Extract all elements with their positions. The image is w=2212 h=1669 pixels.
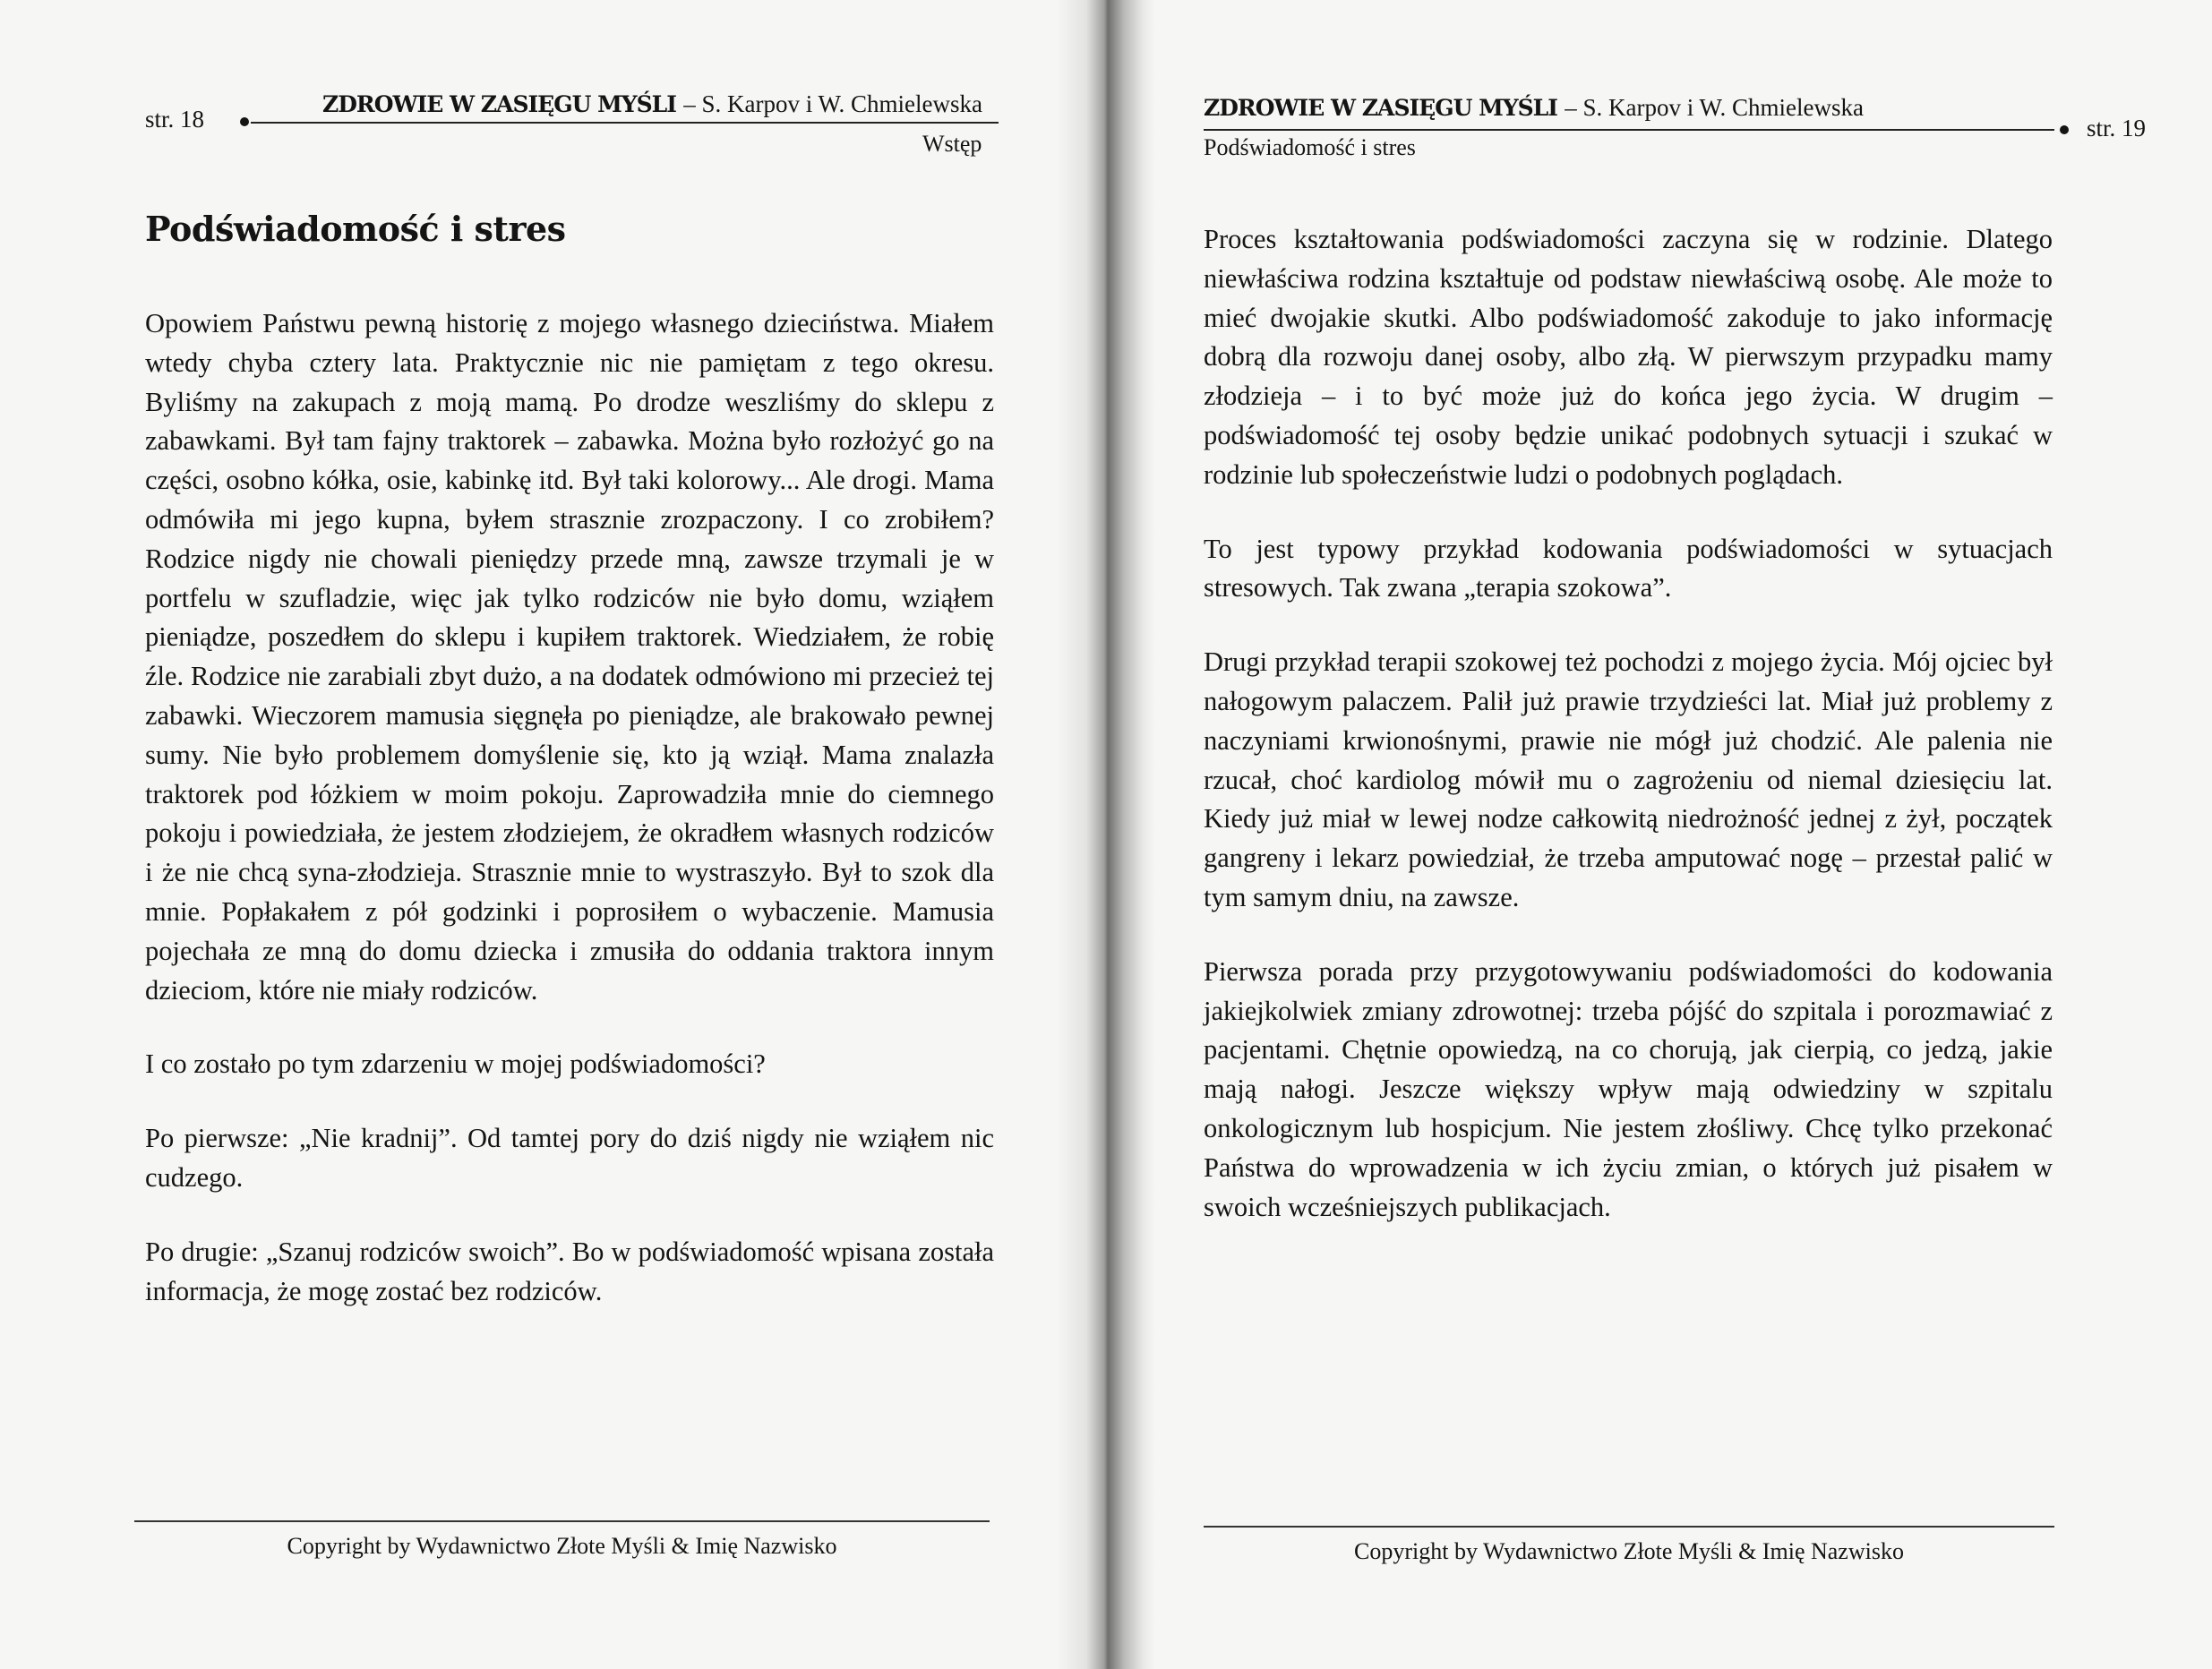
paragraph: Po drugie: „Szanuj rodziców swoich”. Bo w podświadomość wpisana została informacja, że mogę zostać bez rodziców. (145, 1236, 994, 1306)
header-rule (251, 122, 999, 124)
page-number: str. 19 (2087, 115, 2147, 141)
paragraph: Pierwsza porada przy przygotowywaniu podświadomości do kodowania jakiejkolwiek zmiany zdrowotnej: trzeba pójść do szpitala i porozmawiać z pacjentami. Chętnie opowiedzą, na co chorują, jak cierpią, co jedzą, jakie mają nałogi. Jeszcze większy wpływ mają odwiedziny w szpitalu onkologicznym lub hospicjum. Nie jestem złośliwy. Chcę tylko przekonać Państwa do wprowadzenia w ich życiu zmian, o których już pisałem w swoich wcześniejszych publikacjach. (1204, 955, 2053, 1222)
header-authors: – S. Karpov i W. Chmielewska (683, 90, 982, 117)
paragraph: Po pierwsze: „Nie kradnij”. Od tamtej pory do dziś nigdy nie wziąłem nic cudzego. (145, 1123, 994, 1193)
left-page (0, 0, 1093, 1669)
header-title: ZDROWIE W ZASIĘGU MYŚLI (322, 91, 676, 117)
page-number: str. 18 (145, 106, 205, 133)
header-rule (1204, 129, 2054, 131)
right-body-text (1204, 220, 2053, 1262)
section-label: Podświadomość i stres (1204, 134, 1416, 160)
footer-copyright: Copyright by Wydawnictwo Złote Myśli & Imię Nazwisko (287, 1533, 837, 1559)
header-authors: – S. Karpov i W. Chmielewska (1565, 94, 1864, 121)
paragraph: Proces kształtowania podświadomości zaczyna się w rodzinie. Dlatego niewłaściwa rodzina kształtuje od podstaw niewłaściwą osobę. Ale może to mieć dwojakie skutki. Albo podświadomość zakoduje to jako informację dobrą dla rozwoju danej osoby, albo złą. W pierwszym przypadku mamy złodzieja – i to być może już do końca jego życia. W drugim – podświadomość tej osoby będzie unikać podobnych sytuacji i szukać w rodzinie lub społeczeństwie ludzi o podobnych poglądach. (1204, 224, 2053, 490)
paragraph: Opowiem Państwu pewną historię z mojego własnego dzieciństwa. Miałem wtedy chyba cztery lata. Praktycznie nic nie pamiętam z tego okresu. Byliśmy na zakupach z moją mamą. Po drodze weszliśmy do sklepu z zabawkami. Był tam fajny traktorek – zabawka. Można było rozłożyć go na części, osobno kółka, osie, kabinkę itd. Był taki kolorowy... Ale drogi. Mama odmówiła mi jego kupna, byłem strasznie zrozpaczony. I co zrobiłem? Rodzice nigdy nie chowali pieniędzy przede mną, zawsze trzymali je w portfelu w szufladzie, więc jak tylko rodziców nie było domu, wziąłem pieniądze, poszedłem do sklepu i kupiłem traktorek. Wiedziałem, że robię źle. Rodzice nie zarabiali zbyt dużo, a na dodatek odmówiono mi przecież tej zabawki. Wieczorem mamusia sięgnęła po pieniądze, ale brakowało pewnej sumy. Nie było problemem domyślenie się, kto ją wziął. Mama znalazła traktorek pod łóżkiem w moim pokoju. Zaprowadziła mnie do ciemnego pokoju i powiedziała, że jestem złodziejem, że okradłem własnych rodziców i że nie chcą syna-złodzieja. Strasznie mnie to wystraszyło. Był to szok dla mnie. Popłakałem z pół godzinki i poprosiłem o wybaczenie. Mamusia pojechała ze mną do domu dziecka i zmusiła do oddania traktora innym dzieciom, które nie miały rodziców. (145, 308, 994, 1006)
running-header (322, 90, 982, 119)
bullet-dot (2060, 125, 2069, 134)
section-label: Wstęp (922, 131, 982, 157)
left-body-text (145, 304, 994, 1346)
chapter-title: Podświadomość i stres (145, 209, 566, 249)
bullet-dot (240, 117, 249, 126)
footer-copyright: Copyright by Wydawnictwo Złote Myśli & Imię Nazwisko (1354, 1538, 1904, 1564)
right-page (1093, 0, 2212, 1669)
running-header (1204, 93, 1864, 123)
paragraph: I co zostało po tym zdarzeniu w mojej podświadomości? (145, 1048, 766, 1080)
footer-rule (134, 1520, 990, 1522)
header-title: ZDROWIE W ZASIĘGU MYŚLI (1204, 95, 1557, 121)
book-gutter-shadow (1057, 0, 1155, 1669)
footer-rule (1204, 1526, 2054, 1528)
paragraph: To jest typowy przykład kodowania podświadomości w sytuacjach stresowych. Tak zwana „terapia szokowa”. (1204, 533, 2053, 603)
paragraph: Drugi przykład terapii szokowej też pochodzi z mojego życia. Mój ojciec był nałogowym palaczem. Palił już prawie trzydzieści lat. Miał już problemy z naczyniami krwionośnymi, prawie nie mógł już chodzić. Ale palenia nie rzucał, choć kardiolog mówił mu o zagrożeniu od niemal dziesięciu lat. Kiedy już miał w lewej nodze całkowitą niedrożność jednej z żył, początek gangreny i lekarz powiedział, że trzeba amputować nogę – przestał palić w tym samym dniu, na zawsze. (1204, 646, 2053, 912)
